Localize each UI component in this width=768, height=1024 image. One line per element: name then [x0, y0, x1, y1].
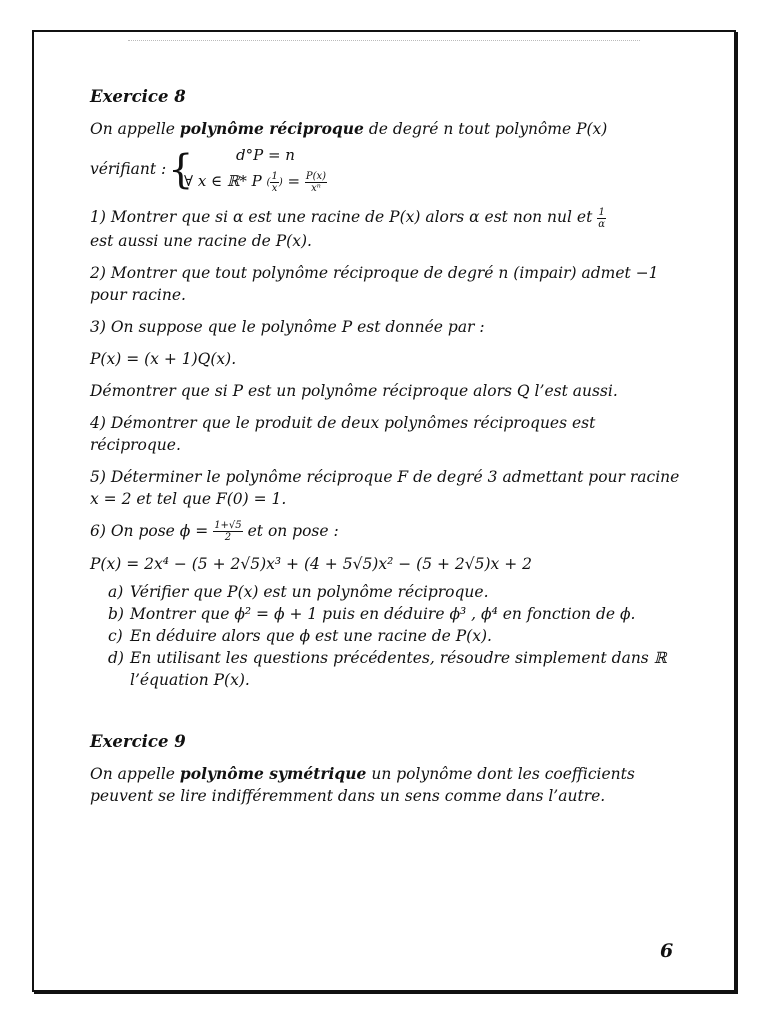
- fraction-1-over-alpha: $\frac{1}{\alpha}$: [598, 206, 606, 230]
- question-4: 4) Démontrer que le produit de deux polynômes réciproques est réciproque.: [90, 413, 596, 454]
- definition-text: [90, 118, 680, 140]
- list-item: d) En utilisant les questions précédentes, résoudre simplement dans ℝ l’équation P(x).: [108, 649, 667, 689]
- question-6-polynomial: P(x) = 2x⁴ − (5 + 2√5)x³ + (4 + 5√5)x² − (5 + 2√5)x + 2: [90, 555, 532, 573]
- intro-c: de degré n tout polynôme P(x): [363, 120, 608, 138]
- question-6: 6) On pose ϕ = $\frac{1+√5}{2}$ et on pose :: [90, 520, 339, 543]
- intro-term: polynôme réciproque: [179, 119, 364, 138]
- list-item: c) En déduire alors que ϕ est une racine de P(x).: [108, 627, 492, 645]
- intro-a: On appelle: [90, 120, 180, 138]
- question-3: 3) On suppose que le polynôme P est donnée par :: [90, 317, 485, 336]
- fraction-1-over-x: ( $\frac{1}{x}$ ): [266, 170, 283, 194]
- fraction-p-over-xn: $\frac{P(x)}{\text{xⁿ}}$: [305, 170, 327, 194]
- sub-questions: [90, 581, 680, 691]
- left-brace: {: [168, 147, 194, 193]
- golden-ratio-fraction: $\frac{1+√5}{2}$: [214, 520, 242, 543]
- exercise-9-title: Exercice 9: [90, 732, 186, 751]
- question-5: 5) Déterminer le polynôme réciproque F de degré 3 admettant pour racine x = 2 et tel que F(0) = 1.: [90, 467, 680, 508]
- page-number: 6: [660, 940, 674, 962]
- definition-system: [90, 144, 680, 196]
- question-1: 1) Montrer que si α est une racine de P(x) alors α est non nul et $\frac{1}{\alpha}$ est aussi une racine de P(x).: [90, 206, 606, 250]
- document-body: [90, 86, 680, 817]
- condition-reciprocal: ∀ x ∈ ℝ* P ( $\frac{1}{x}$ ) = $\frac{P(x)}{\text{xⁿ}}$: [184, 170, 327, 194]
- header-line: [128, 40, 640, 47]
- verifiant-label: vérifiant :: [90, 160, 167, 178]
- exercise-9-definition: On appelle polynôme symétrique un polynôme dont les coefficients peuvent se lire indifféremment dans un sens comme dans l’autre.: [90, 764, 635, 805]
- list-item: a) Vérifier que P(x) est un polynôme réciproque.: [108, 583, 489, 601]
- condition-degree: d°P = n: [236, 146, 295, 164]
- question-3-statement: Démontrer que si P est un polynôme réciproque alors Q l’est aussi.: [90, 381, 618, 400]
- exercise-8-title: Exercice 8: [90, 87, 186, 106]
- symmetric-term: polynôme symétrique: [179, 764, 367, 783]
- question-3-equation: P(x) = (x + 1)Q(x).: [90, 349, 237, 368]
- list-item: b) Montrer que ϕ² = ϕ + 1 puis en déduire ϕ³ , ϕ⁴ en fonction de ϕ.: [108, 605, 636, 623]
- question-2: 2) Montrer que tout polynôme réciproque de degré n (impair) admet −1 pour racine.: [90, 263, 659, 304]
